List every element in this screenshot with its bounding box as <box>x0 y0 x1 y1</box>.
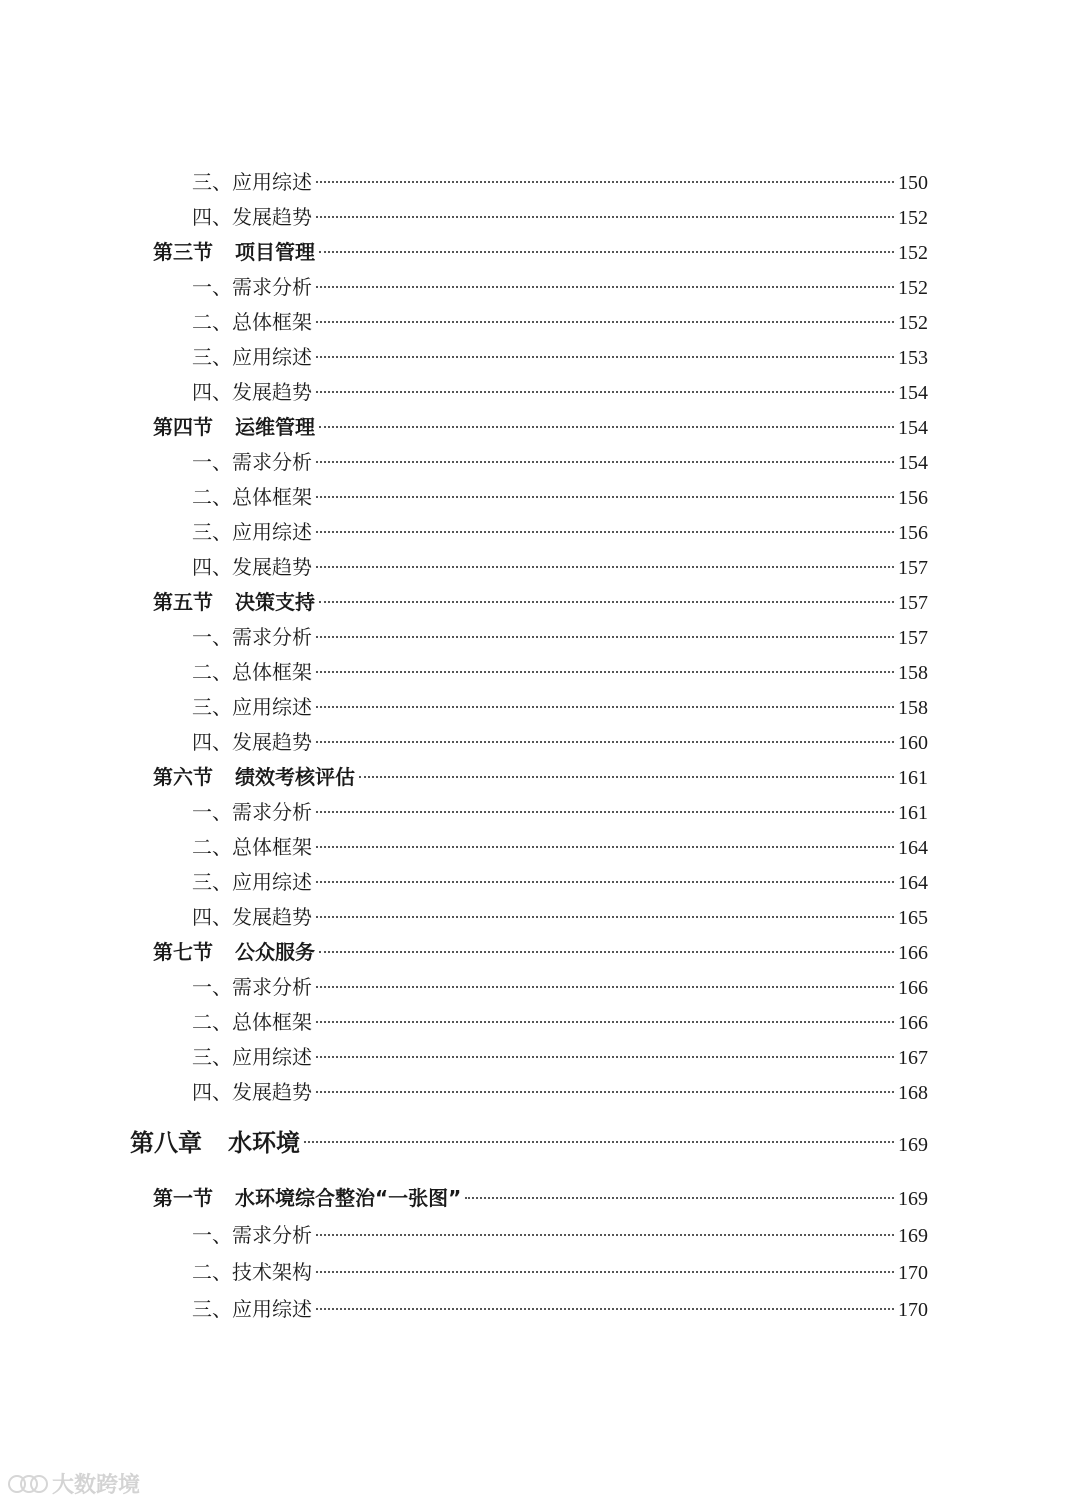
dot-leader <box>316 636 894 638</box>
dot-leader <box>359 776 894 778</box>
dot-leader <box>316 1021 894 1023</box>
dot-leader <box>316 356 894 358</box>
toc-item-row[interactable] <box>192 1294 928 1324</box>
dot-leader <box>316 881 894 883</box>
toc-item-label: 三、应用综述 <box>192 1045 312 1069</box>
toc-item-label: 三、应用综述 <box>192 345 312 369</box>
toc-page-number: 164 <box>898 837 928 859</box>
toc-chapter-title: 水环境 <box>228 1128 300 1157</box>
toc-item-row[interactable] <box>192 657 928 687</box>
toc-item-row[interactable] <box>192 202 928 232</box>
toc-page-number: 154 <box>898 417 928 439</box>
toc-section-number: 第一节 <box>153 1186 213 1210</box>
toc-section-number: 第五节 <box>153 590 213 614</box>
toc-page-number: 160 <box>898 732 928 754</box>
dot-leader <box>316 1234 894 1236</box>
dot-leader <box>316 496 894 498</box>
toc-section-title: 水环境综合整治“一张图” <box>235 1186 462 1210</box>
toc-page-number: 158 <box>898 662 928 684</box>
toc-item-label: 一、需求分析 <box>192 800 312 824</box>
toc-item-label: 二、技术架构 <box>192 1260 312 1284</box>
toc-page-number: 164 <box>898 872 928 894</box>
dot-leader <box>316 916 894 918</box>
toc-page-number: 152 <box>898 277 928 299</box>
toc-section-title: 项目管理 <box>235 240 315 264</box>
toc-page-number: 165 <box>898 907 928 929</box>
toc-item-row[interactable] <box>192 342 928 372</box>
toc-item-row[interactable] <box>192 902 928 932</box>
toc-item-label: 四、发展趋势 <box>192 205 312 229</box>
dot-leader <box>316 461 894 463</box>
dot-leader <box>316 1091 894 1093</box>
toc-page-number: 152 <box>898 242 928 264</box>
toc-item-label: 四、发展趋势 <box>192 380 312 404</box>
toc-section-row[interactable] <box>153 587 928 617</box>
toc-item-row[interactable] <box>192 622 928 652</box>
toc-item-label: 一、需求分析 <box>192 1223 312 1247</box>
dot-leader <box>465 1197 894 1199</box>
dot-leader <box>316 671 894 673</box>
toc-chapter-number: 第八章 <box>130 1128 202 1157</box>
toc-item-label: 二、总体框架 <box>192 660 312 684</box>
toc-page-number: 157 <box>898 627 928 649</box>
dot-leader <box>316 846 894 848</box>
toc-item-row[interactable] <box>192 272 928 302</box>
toc-chapter-row[interactable] <box>130 1125 928 1161</box>
toc-page-number: 152 <box>898 207 928 229</box>
toc-item-row[interactable] <box>192 972 928 1002</box>
toc-page-number: 154 <box>898 452 928 474</box>
toc-item-row[interactable] <box>192 307 928 337</box>
toc-item-row[interactable] <box>192 1007 928 1037</box>
toc-page-number: 166 <box>898 977 928 999</box>
toc-section-number: 第三节 <box>153 240 213 264</box>
dot-leader <box>304 1141 894 1143</box>
toc-item-label: 二、总体框架 <box>192 1010 312 1034</box>
toc-item-label: 二、总体框架 <box>192 485 312 509</box>
toc-item-label: 三、应用综述 <box>192 520 312 544</box>
toc-section-row[interactable] <box>153 762 928 792</box>
toc-page-number: 167 <box>898 1047 928 1069</box>
toc-page-number: 156 <box>898 522 928 544</box>
toc-page-number: 152 <box>898 312 928 334</box>
toc-page-number: 169 <box>898 1188 928 1210</box>
toc-page-number: 170 <box>898 1299 928 1321</box>
toc-section-title: 决策支持 <box>235 590 315 614</box>
toc-section-title: 绩效考核评估 <box>235 765 355 789</box>
toc-page-number: 169 <box>898 1134 928 1156</box>
dot-leader <box>316 1271 894 1273</box>
dot-leader <box>316 216 894 218</box>
toc-page-number: 157 <box>898 592 928 614</box>
toc-item-label: 一、需求分析 <box>192 625 312 649</box>
toc-item-row[interactable] <box>192 1042 928 1072</box>
chain-logo-icon <box>8 1471 48 1497</box>
toc-item-row[interactable] <box>192 727 928 757</box>
toc-page-number: 161 <box>898 802 928 824</box>
toc-item-row[interactable] <box>192 1220 928 1250</box>
toc-item-row[interactable] <box>192 482 928 512</box>
dot-leader <box>316 391 894 393</box>
toc-item-label: 二、总体框架 <box>192 835 312 859</box>
dot-leader <box>319 601 894 603</box>
toc-item-row[interactable] <box>192 517 928 547</box>
toc-item-row[interactable] <box>192 552 928 582</box>
dot-leader <box>316 181 894 183</box>
toc-page-number: 156 <box>898 487 928 509</box>
toc-section-title: 运维管理 <box>235 415 315 439</box>
toc-section-row[interactable] <box>153 937 928 967</box>
toc-page-number: 168 <box>898 1082 928 1104</box>
toc-item-label: 四、发展趋势 <box>192 1080 312 1104</box>
toc-item-row[interactable] <box>192 167 928 197</box>
dot-leader <box>316 1056 894 1058</box>
toc-page-number: 170 <box>898 1262 928 1284</box>
toc-item-row[interactable] <box>192 867 928 897</box>
dot-leader <box>316 321 894 323</box>
toc-item-label: 四、发展趋势 <box>192 730 312 754</box>
toc-section-number: 第七节 <box>153 940 213 964</box>
dot-leader <box>316 566 894 568</box>
toc-item-row[interactable] <box>192 377 928 407</box>
dot-leader <box>316 286 894 288</box>
toc-item-row[interactable] <box>192 797 928 827</box>
toc-item-label: 三、应用综述 <box>192 695 312 719</box>
toc-page-number: 153 <box>898 347 928 369</box>
toc-item-label: 三、应用综述 <box>192 170 312 194</box>
dot-leader <box>316 531 894 533</box>
toc-item-label: 一、需求分析 <box>192 975 312 999</box>
toc-item-row[interactable] <box>192 447 928 477</box>
toc-item-row[interactable] <box>192 832 928 862</box>
watermark-text: 大数跨境 <box>52 1473 141 1498</box>
toc-section-number: 第六节 <box>153 765 213 789</box>
toc-section-row[interactable] <box>153 237 928 267</box>
toc-item-label: 一、需求分析 <box>192 450 312 474</box>
toc-section-row[interactable] <box>153 412 928 442</box>
toc-section-title: 公众服务 <box>235 940 315 964</box>
dot-leader <box>316 741 894 743</box>
dot-leader <box>316 706 894 708</box>
toc-page-number: 157 <box>898 557 928 579</box>
toc-item-row[interactable] <box>192 1077 928 1107</box>
toc-section-number: 第四节 <box>153 415 213 439</box>
toc-item-label: 三、应用综述 <box>192 870 312 894</box>
toc-item-label: 二、总体框架 <box>192 310 312 334</box>
watermark <box>8 1468 140 1499</box>
dot-leader <box>319 951 894 953</box>
toc-item-row[interactable] <box>192 692 928 722</box>
dot-leader <box>316 1308 894 1310</box>
toc-page-number: 169 <box>898 1225 928 1247</box>
dot-leader <box>316 986 894 988</box>
toc-page-number: 150 <box>898 172 928 194</box>
toc-page-number: 161 <box>898 767 928 789</box>
toc-item-label: 一、需求分析 <box>192 275 312 299</box>
toc-section-row[interactable] <box>153 1183 928 1213</box>
toc-page-number: 166 <box>898 942 928 964</box>
toc-item-label: 三、应用综述 <box>192 1297 312 1321</box>
toc-item-label: 四、发展趋势 <box>192 555 312 579</box>
toc-item-row[interactable] <box>192 1257 928 1287</box>
toc-page-number: 166 <box>898 1012 928 1034</box>
toc-item-label: 四、发展趋势 <box>192 905 312 929</box>
toc-page-number: 154 <box>898 382 928 404</box>
dot-leader <box>319 251 894 253</box>
toc-page-number: 158 <box>898 697 928 719</box>
dot-leader <box>316 811 894 813</box>
dot-leader <box>319 426 894 428</box>
